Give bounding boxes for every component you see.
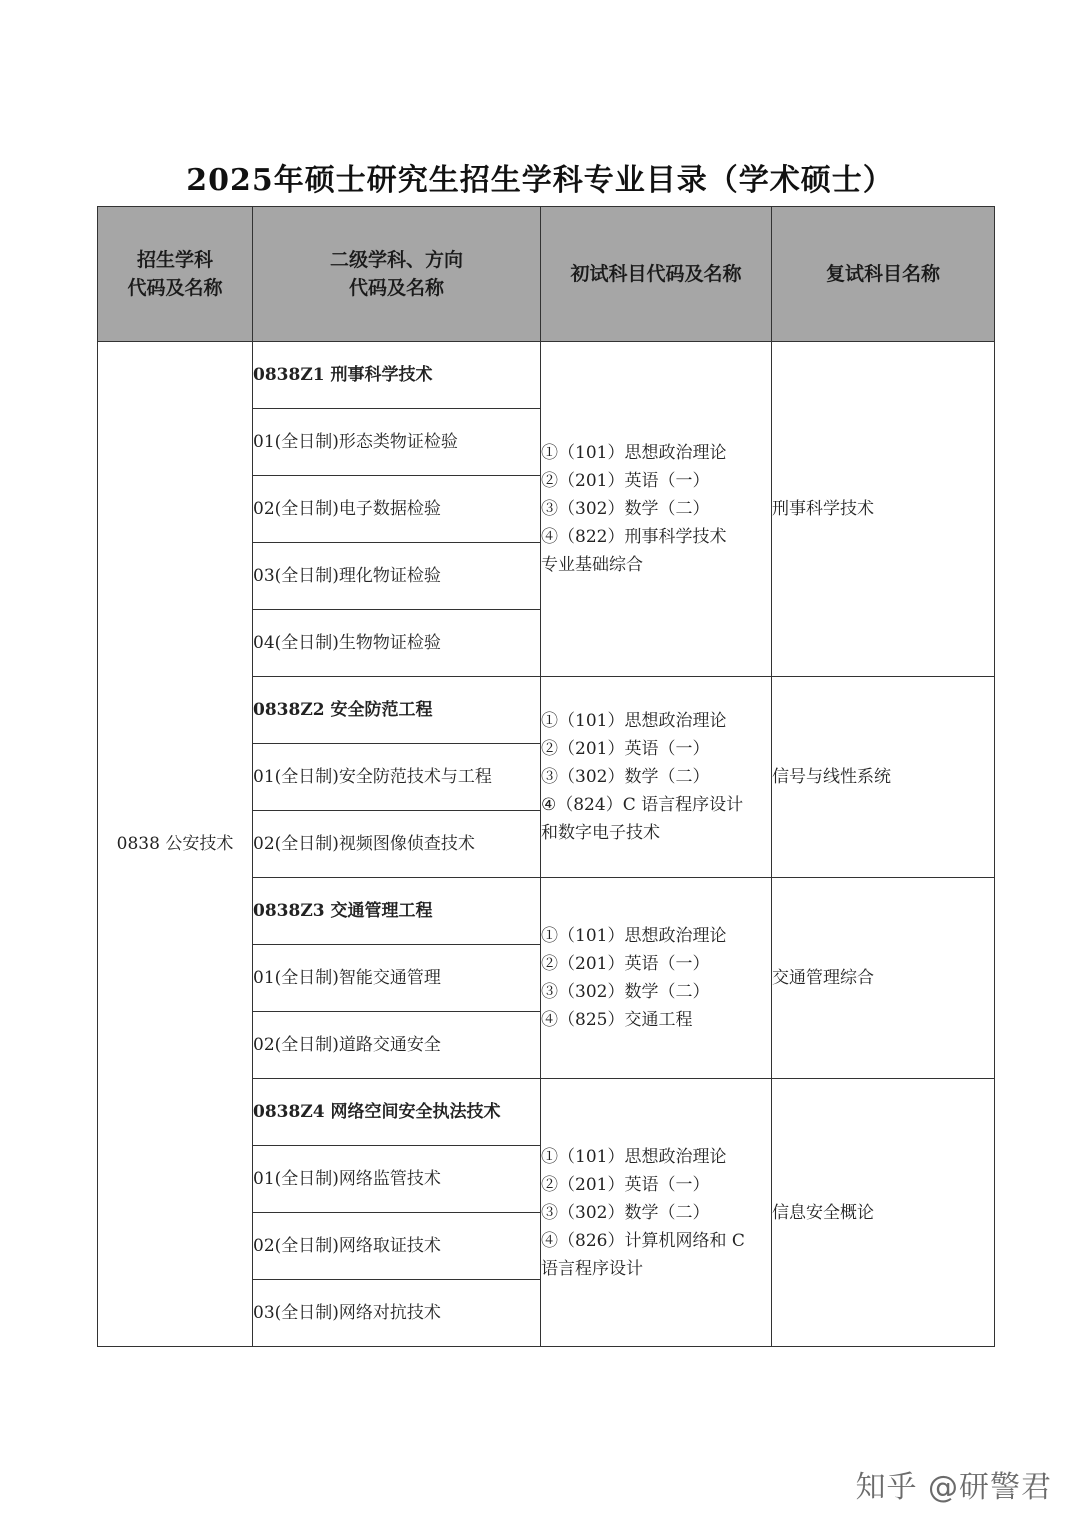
retest-cell: 刑事科学技术 [772,342,995,677]
header-discipline-line-1: 招生学科 [136,249,213,271]
exam-line: 语言程序设计 [541,1258,643,1279]
header-discipline [98,207,253,342]
header-row [98,207,995,342]
header-subdiscipline-line-2: 代码及名称 [348,277,444,299]
retest-cell: 信息安全概论 [772,1079,995,1347]
exam-line: ②（201）英语（一） [541,954,710,974]
table-row [98,342,995,409]
subdiscipline-head: 0838Z4 网络空间安全执法技术 [253,1079,541,1146]
discipline-cell: 0838 公安技术 [98,342,253,1347]
direction-cell: 02(全日制)视频图像侦查技术 [253,811,541,878]
exam-line: ④（822）刑事科学技术 [541,527,727,547]
exam-line: ④（824）C 语言程序设计 [541,795,744,815]
direction-cell: 01(全日制)安全防范技术与工程 [253,744,541,811]
retest-cell: 交通管理综合 [772,878,995,1079]
exam-line: ③（302）数学（二） [541,767,710,787]
direction-cell: 03(全日制)理化物证检验 [253,543,541,610]
watermark: 知乎 @研警君 [855,1470,1052,1505]
exam-line: ①（101）思想政治理论 [541,1146,727,1167]
header-discipline-line-2: 代码及名称 [127,277,223,299]
exam-line: 专业基础综合 [541,555,643,575]
header-retest: 复试科目名称 [772,207,995,342]
exam-line: ③（302）数学（二） [541,1202,710,1223]
exam-line: ②（201）英语（一） [541,471,710,491]
initial-exam-cell [541,677,772,878]
exam-line: ④（825）交通工程 [541,1010,693,1030]
subdiscipline-head: 0838Z1 刑事科学技术 [253,342,541,409]
subdiscipline-head: 0838Z2 安全防范工程 [253,677,541,744]
direction-cell: 03(全日制)网络对抗技术 [253,1280,541,1347]
header-subdiscipline [253,207,541,342]
document-title: 2025年硕士研究生招生学科专业目录（学术硕士） [186,163,894,198]
exam-line: ①（101）思想政治理论 [541,926,727,946]
exam-line: ④（826）计算机网络和 C [541,1230,745,1251]
exam-line: ③（302）数学（二） [541,982,710,1002]
exam-line: ②（201）英语（一） [541,739,710,759]
direction-cell: 01(全日制)智能交通管理 [253,945,541,1012]
direction-cell: 04(全日制)生物物证检验 [253,610,541,677]
direction-cell: 02(全日制)电子数据检验 [253,476,541,543]
header-subdiscipline-line-1: 二级学科、方向 [329,249,463,271]
exam-line: ③（302）数学（二） [541,499,710,519]
initial-exam-cell [541,878,772,1079]
retest-cell: 信号与线性系统 [772,677,995,878]
header-initial-exam: 初试科目代码及名称 [541,207,772,342]
exam-line: 和数字电子技术 [541,823,660,843]
direction-cell: 02(全日制)网络取证技术 [253,1213,541,1280]
direction-cell: 01(全日制)网络监管技术 [253,1146,541,1213]
exam-line: ①（101）思想政治理论 [541,711,727,731]
initial-exam-cell [541,1079,772,1347]
subdiscipline-head: 0838Z3 交通管理工程 [253,878,541,945]
direction-cell: 01(全日制)形态类物证检验 [253,409,541,476]
direction-cell: 02(全日制)道路交通安全 [253,1012,541,1079]
initial-exam-cell [541,342,772,677]
exam-line: ②（201）英语（一） [541,1174,710,1195]
exam-line: ①（101）思想政治理论 [541,443,727,463]
catalog-table [97,206,995,1347]
